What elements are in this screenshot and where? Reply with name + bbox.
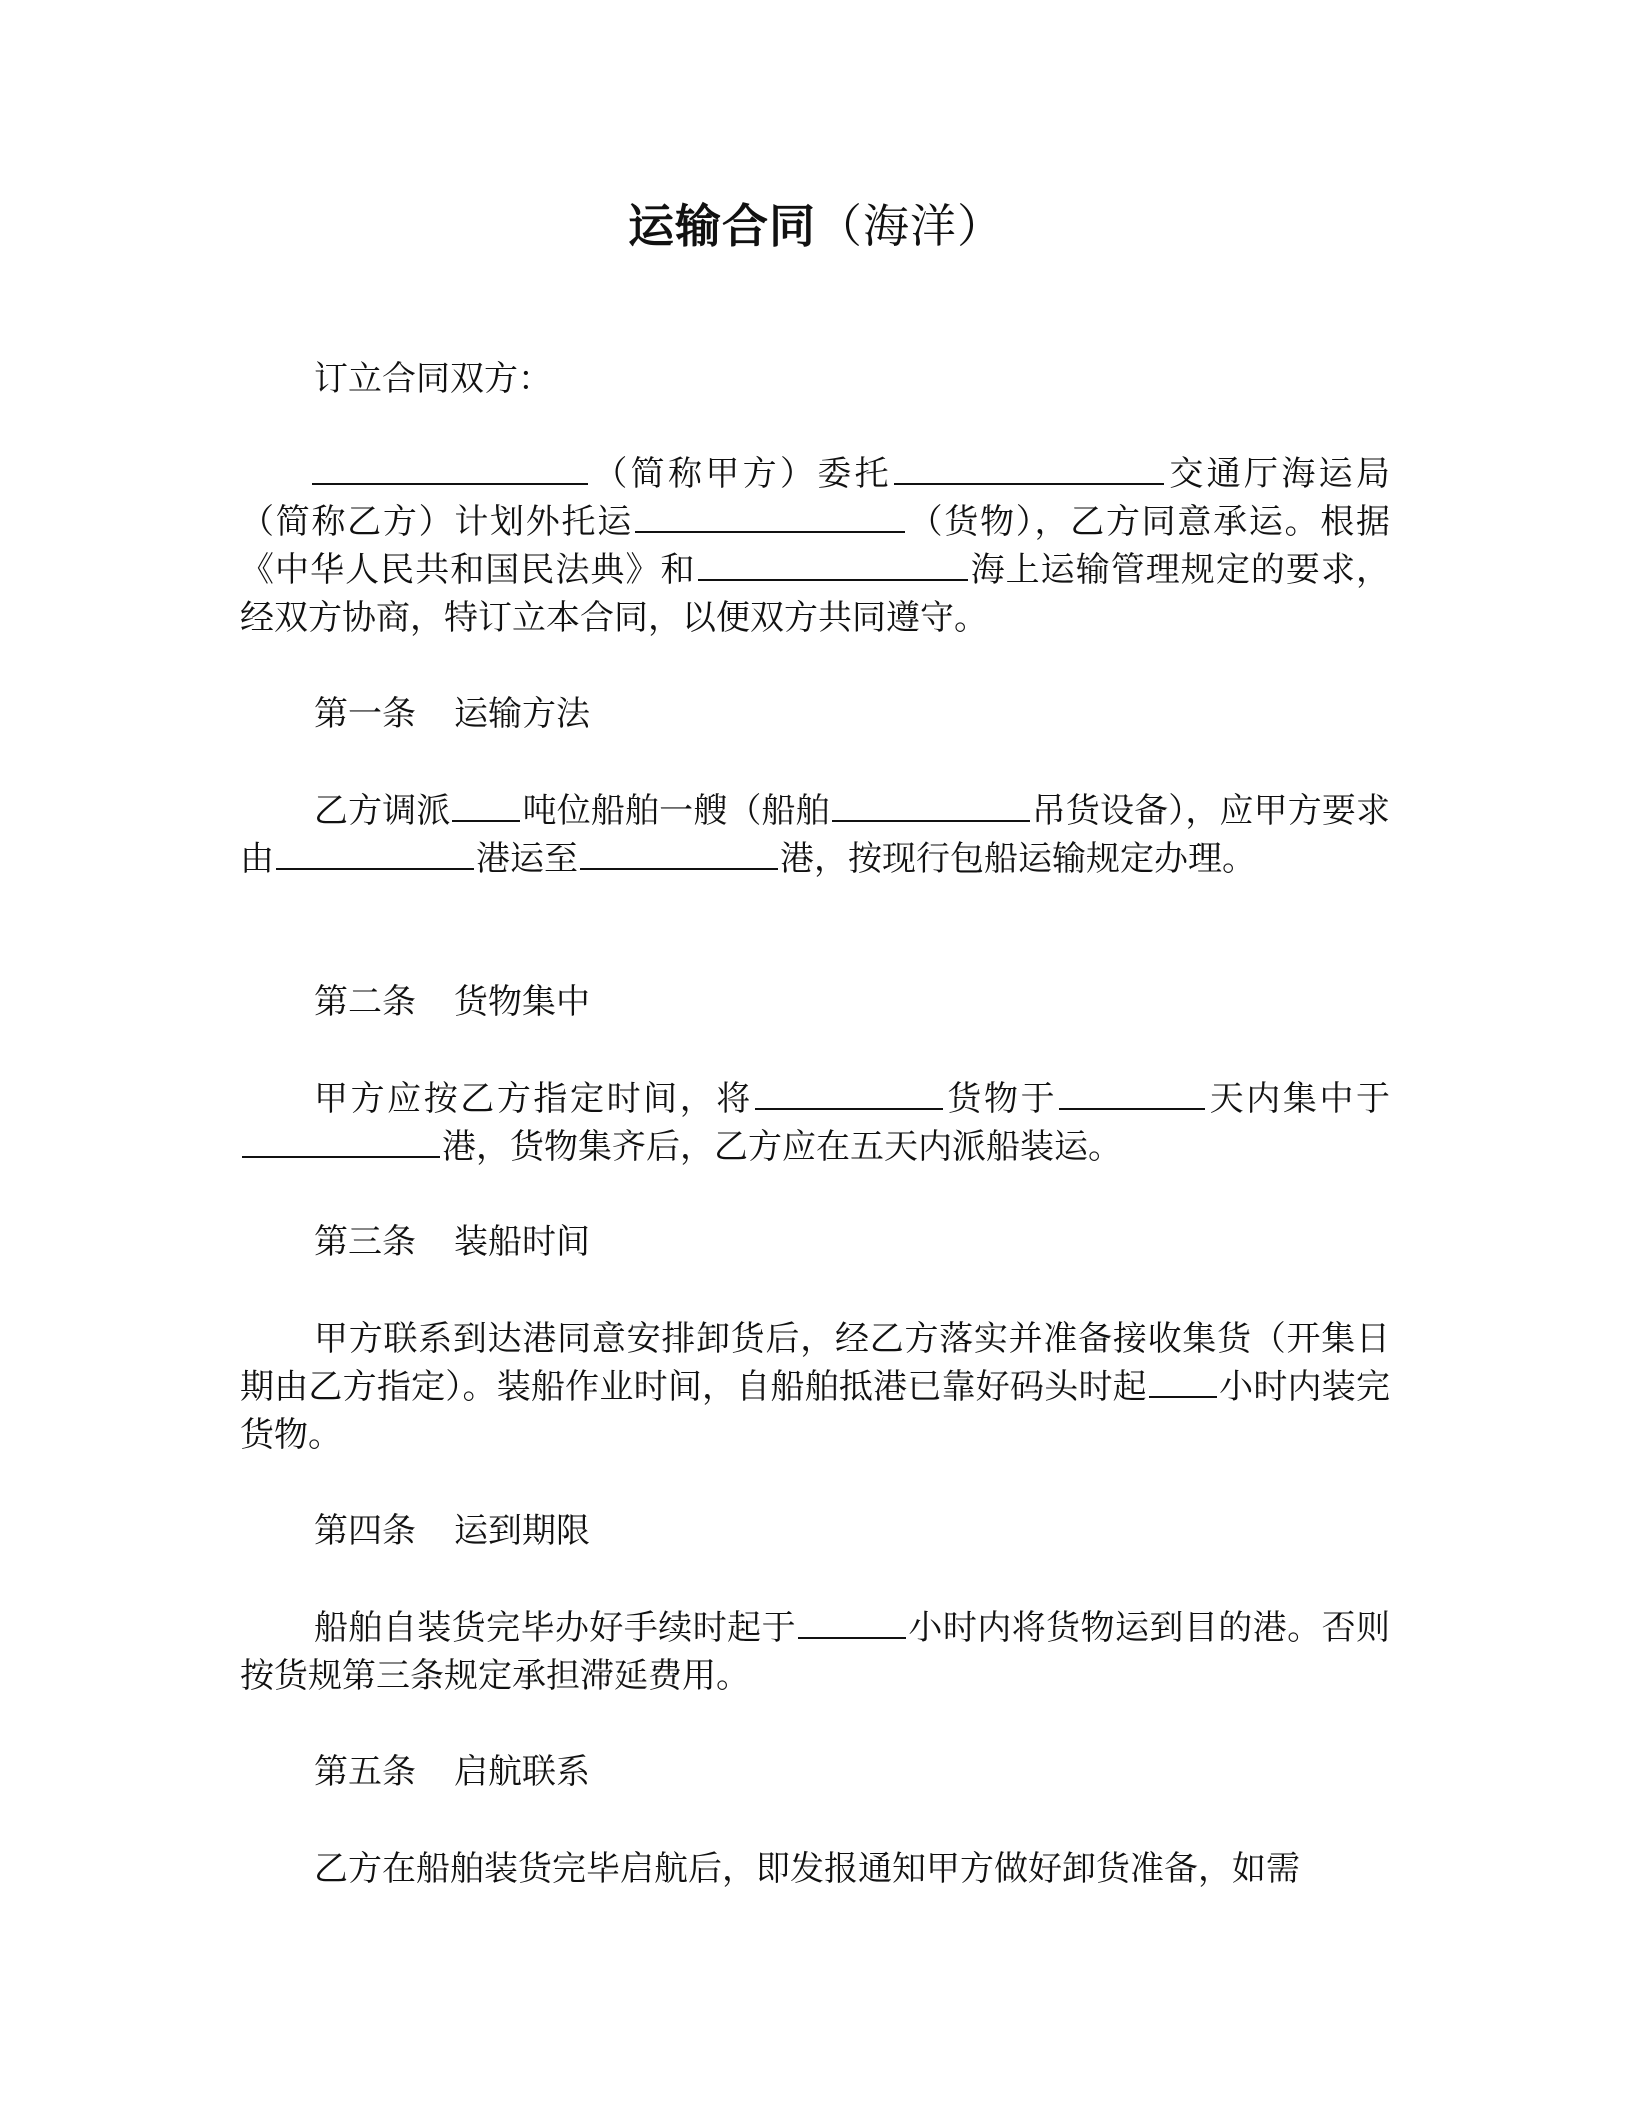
blank-field [1149,1395,1217,1398]
article-3-heading [314,1218,590,1266]
text-segment: 甲方联系到达港同意安排卸货后，经乙方落实并准备接收集货（开集日期由乙方指定）。装船作业时间，自船舶抵港已靠好码头时起 [240,1319,1390,1407]
article-5-heading [314,1748,590,1796]
article-number: 第四条 [314,1511,416,1551]
article-title: 启航联系 [454,1752,590,1792]
blank-field [832,819,1030,822]
article-title: 装船时间 [454,1222,590,1262]
text-segment: 港，货物集齐后，乙方应在五天内派船装运。 [442,1127,1122,1167]
article-number: 第五条 [314,1752,416,1792]
article-number: 第一条 [314,694,416,734]
text-segment: 乙方在船舶装货完毕启航后，即发报通知甲方做好卸货准备，如需 [314,1849,1300,1889]
article-1-body [240,787,1390,883]
text-segment: 小时内装完货物。 [240,1367,1390,1455]
blank-field [452,819,520,822]
article-number: 第二条 [314,982,416,1022]
blank-field [580,867,778,870]
blank-field [894,482,1164,485]
text-segment: 乙方调派 [314,791,451,831]
article-2-body [240,1075,1390,1171]
article-4-body [240,1604,1390,1700]
text-segment: 甲方应按乙方指定时间，将 [314,1079,753,1119]
text-segment: 货物于 [944,1079,1058,1119]
text-segment: 船舶自装货完毕办好手续时起于 [314,1608,796,1648]
title-subtitle: （海洋） [816,199,1004,253]
article-2-heading [314,978,590,1026]
text-segment: 港，按现行包船运输规定办理。 [780,839,1256,879]
blank-field [755,1107,943,1110]
blank-field [1059,1107,1205,1110]
blank-field [635,530,905,533]
text-segment: 海上运输管理规定的要求，经双方协商，特订立本合同，以便双方共同遵守。 [240,550,1391,638]
text-segment: 港运至 [476,839,578,879]
blank-field [242,1155,440,1158]
document-title [0,196,1632,256]
blank-field [276,867,474,870]
article-3-body [240,1315,1390,1459]
article-number: 第三条 [314,1222,416,1262]
article-4-heading [314,1507,590,1555]
title-main: 运输合同 [628,199,816,253]
text-segment: 小时内将货物运到目的港。否则按货规第三条规定承担滞延费用。 [240,1608,1390,1696]
article-title: 运到期限 [454,1511,590,1551]
text-segment: 交通厅海运局（简称乙方）计划外托运 [240,454,1390,542]
article-title: 货物集中 [454,982,590,1022]
text-segment: 天内集中于 [1207,1079,1391,1119]
article-5-body [240,1845,1390,1893]
text-segment: （简称甲方）委托 [590,454,892,494]
text-segment: （货物），乙方同意承运。根据《中华人民共和国民法典》和 [240,502,1391,590]
text-segment: 吊货设备），应甲方要求由 [240,791,1391,879]
blank-field [698,578,968,581]
intro-paragraph [240,450,1390,642]
article-title: 运输方法 [454,694,590,734]
blank-field [798,1636,906,1639]
blank-field [312,482,588,485]
parties-label: 订立合同双方： [314,359,552,399]
text-segment: 吨位船舶一艘（船舶 [522,791,830,831]
article-1-heading [314,690,590,738]
